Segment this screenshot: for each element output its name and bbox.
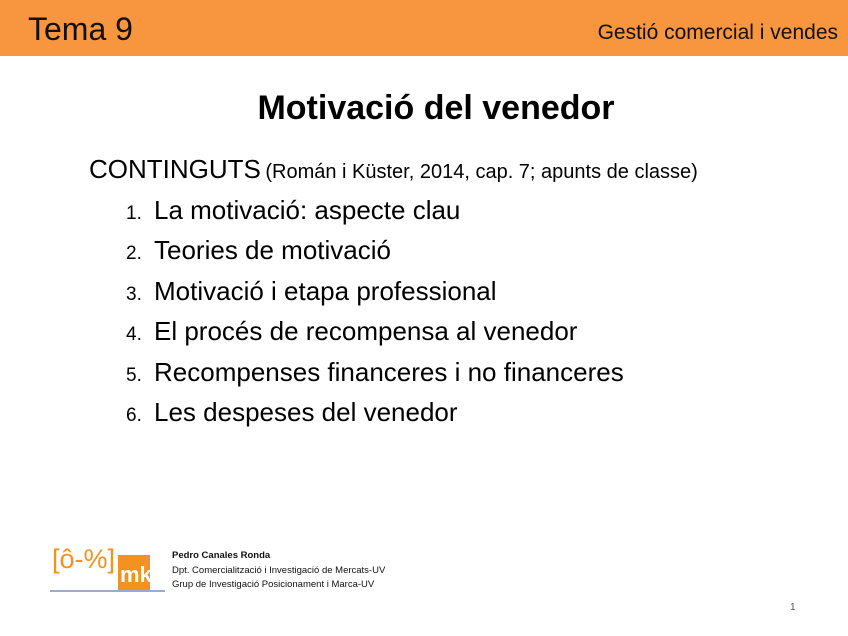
course-title: Gestió comercial i vendes xyxy=(597,21,838,44)
item-number: 1. xyxy=(126,203,142,224)
slide-title: Motivació del venedor xyxy=(257,89,615,127)
item-text: Motivació i etapa professional xyxy=(154,275,497,306)
topic-label: Tema 9 xyxy=(28,11,133,47)
item-text: Les despeses del venedor xyxy=(154,396,458,427)
research-group: Grup de Investigació Posicionament i Marca-UV xyxy=(172,579,375,590)
list-item xyxy=(126,397,624,437)
contents-reference: (Román i Küster, 2014, cap. 7; apunts de classe) xyxy=(265,161,698,183)
item-text: El procés de recompensa al venedor xyxy=(154,316,578,347)
list-item xyxy=(126,235,624,275)
page-number: 1 xyxy=(790,602,796,613)
slide-header xyxy=(0,0,848,56)
item-number: 2. xyxy=(126,243,142,265)
contents-heading-line xyxy=(89,154,698,189)
list-item xyxy=(126,276,624,316)
item-number: 3. xyxy=(126,283,142,305)
list-item xyxy=(126,195,624,235)
item-text: Teories de motivació xyxy=(154,235,391,266)
item-number: 6. xyxy=(126,404,142,426)
department-name: Dpt. Comercialització i Investigació de Mercats-UV xyxy=(172,564,386,576)
list-item xyxy=(126,357,624,397)
list-item xyxy=(126,316,624,356)
mk-logo xyxy=(50,535,165,592)
item-text: Recompenses financeres i no financeres xyxy=(154,356,624,387)
contents-heading: CONTINGUTS xyxy=(89,154,261,184)
item-text: La motivació: aspecte clau xyxy=(154,195,461,225)
logo-text: [ô-%] xyxy=(52,544,116,574)
item-number: 5. xyxy=(126,364,142,386)
contents-list xyxy=(126,195,624,437)
logo-badge: mk xyxy=(120,562,152,587)
author-block xyxy=(172,549,385,593)
item-number: 4. xyxy=(126,324,142,346)
author-name: Pedro Canales Ronda xyxy=(172,550,271,561)
